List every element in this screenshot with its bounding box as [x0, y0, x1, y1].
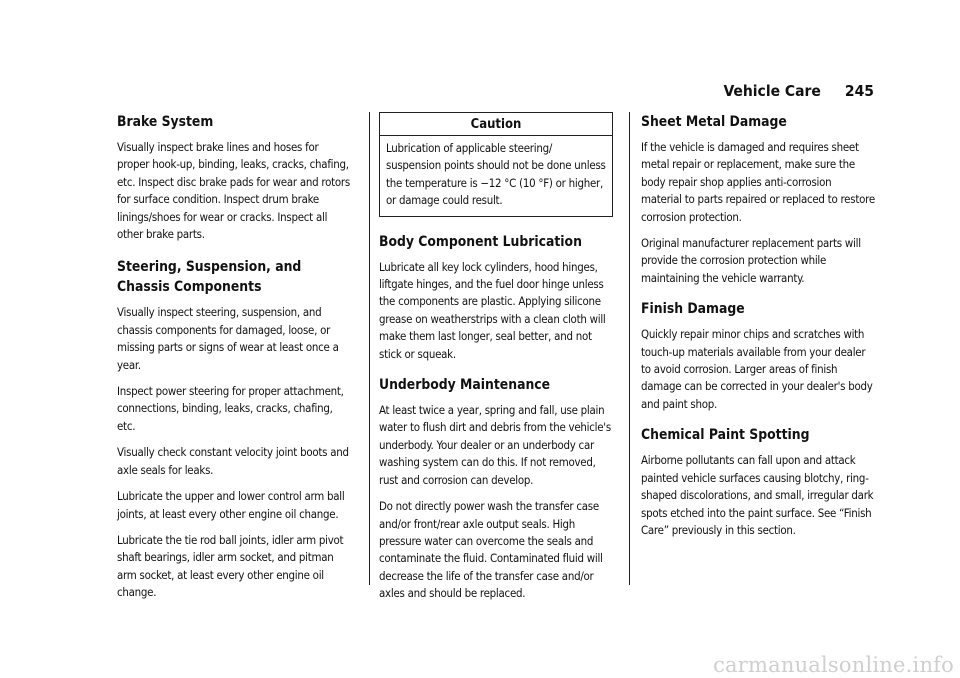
column-3	[641, 112, 875, 548]
paint-spotting-text: Airborne pollutants can fall upon and attack painted vehicle surfaces causing blotchy, ring-shaped discolorations, and small, irregular dark spots etched into the paint surface. See “Finish Care” previously in this section.	[641, 453, 874, 537]
brake-system-heading: Brake System	[117, 114, 214, 130]
sheet-metal-text-2: Original manufacturer replacement parts will provide the corrosion protection while maintaining the vehicle warranty.	[641, 236, 861, 285]
column-divider-1	[369, 112, 370, 585]
column-divider-2	[629, 112, 630, 585]
section-title: Vehicle Care	[723, 82, 821, 100]
caution-body	[380, 136, 612, 216]
caution-text: Lubrication of applicable steering/ suspension points should not be done unless the temperature is −12 °C (10 °F) or higher, or damage could result.	[386, 141, 606, 208]
underbody-heading: Underbody Maintenance	[379, 377, 551, 394]
steering-text-4: Lubricate the upper and lower control arm ball joints, at least every other engine oil change.	[117, 489, 345, 521]
steering-heading: Steering, Suspension, and Chassis Components	[117, 259, 302, 296]
steering-text-3: Visually check constant velocity joint boots and axle seals for leaks.	[117, 445, 349, 477]
brake-system-text: Visually inspect brake lines and hoses for proper hook-up, binding, leaks, cracks, chafing, etc. Inspect disc brake pads for wear and rotors for surface condition. Inspect drum brake linings/shoes for wear or cracks. Inspect all other brake parts.	[117, 140, 350, 242]
steering-text-5: Lubricate the tie rod ball joints, idler arm pivot shaft bearings, idler arm socket, and pitman arm socket, at least every other engine oil change.	[117, 532, 344, 600]
body-lubrication-heading: Body Component Lubrication	[379, 233, 582, 250]
column-2	[379, 112, 613, 612]
column-1	[117, 112, 351, 611]
footer-watermark-bar	[0, 652, 960, 678]
steering-text-1: Visually inspect steering, suspension, and chassis components for damaged, loose, or missing parts or signs of wear at least once a year.	[117, 305, 339, 372]
paint-spotting-heading: Chemical Paint Spotting	[641, 427, 810, 444]
underbody-text-2: Do not directly power wash the transfer case and/or front/rear axle output seals. High pressure water can overcome the seals and contaminate the fluid. Contaminated fluid will decrease the life of the transfer case and/or axles and should be replaced.	[379, 499, 603, 601]
steering-text-2: Inspect power steering for proper attachment, connections, binding, leaks, cracks, chafing, etc.	[117, 384, 344, 433]
sheet-metal-text-1: If the vehicle is damaged and requires sheet metal repair or replacement, make sure the body repair shop applies anti-corrosion material to parts repaired or replaced to restore corrosion protection.	[641, 140, 875, 224]
caution-title: Caution	[380, 113, 612, 136]
body-lubrication-text: Lubricate all key lock cylinders, hood hinges, liftgate hinges, and the fuel door hinge unless the components are plastic. Applying silicone grease on weatherstrips with a clean cloth will make them last longer, seal better, and not stick or squeak.	[379, 259, 606, 361]
page-header	[0, 82, 874, 106]
watermark-text: carmanualsonline.info	[713, 653, 954, 677]
caution-box	[379, 112, 613, 217]
sheet-metal-heading: Sheet Metal Damage	[641, 114, 787, 130]
finish-damage-text: Quickly repair minor chips and scratches with touch-up materials available from your dealer to avoid corrosion. Larger areas of finish damage can be corrected in your dealer's body and paint shop.	[641, 327, 873, 411]
page-number: 245	[844, 82, 874, 100]
underbody-text-1: At least twice a year, spring and fall, use plain water to flush dirt and debris from the vehicle's underbody. Your dealer or an underbody car washing system can do this. If not removed, rust and corrosion can develop.	[379, 403, 611, 487]
finish-damage-heading: Finish Damage	[641, 301, 745, 318]
